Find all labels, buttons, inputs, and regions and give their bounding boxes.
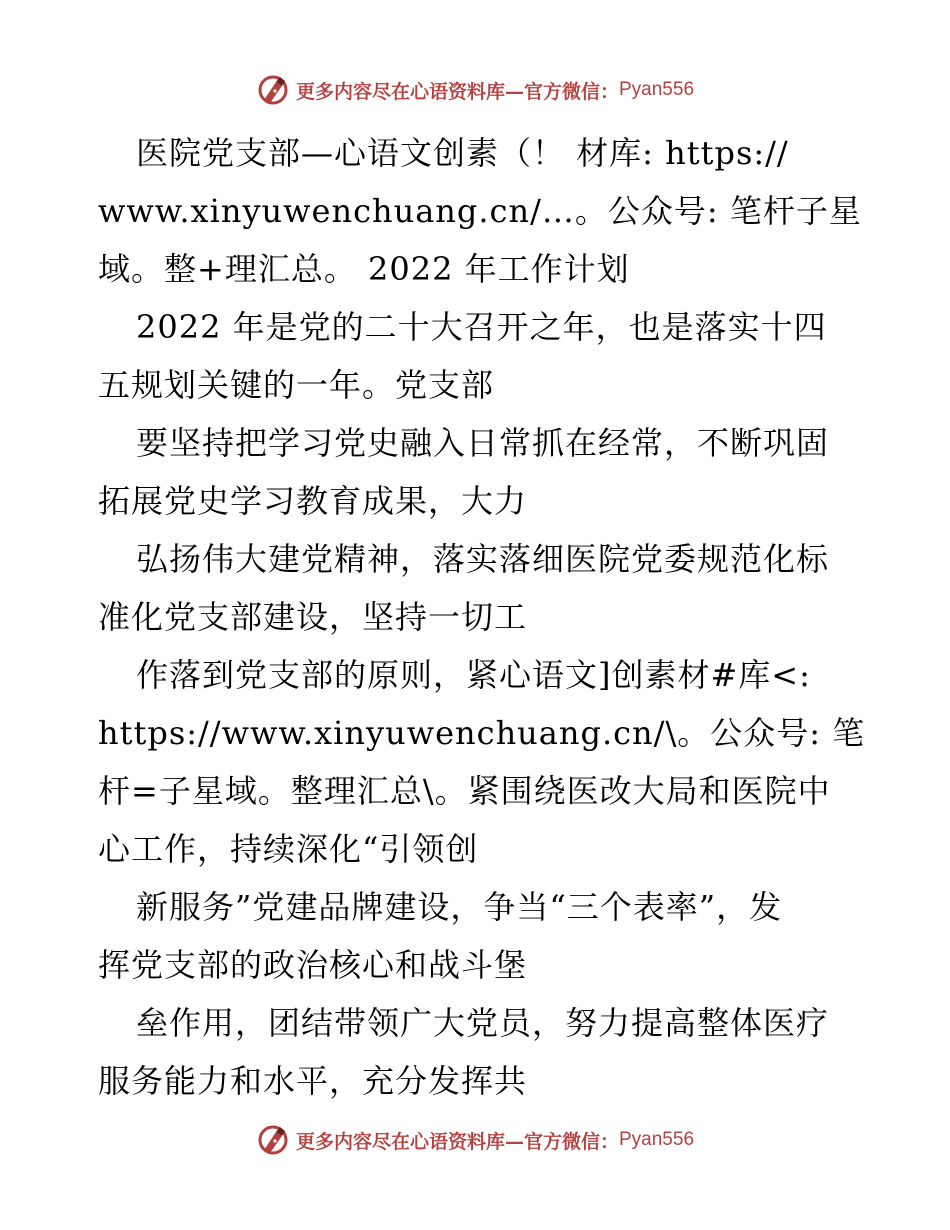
text-line: 拓展党史学习教育成果，大力 — [98, 482, 528, 520]
text-line: 杆=子星域。整理汇总\。紧围绕医改大局和医院中 — [98, 772, 831, 810]
footer-banner — [0, 1120, 950, 1160]
pen-nib-logo-icon — [256, 1123, 290, 1157]
header-banner — [0, 70, 950, 110]
text-line: 弘扬伟大建党精神，落实落细医院党委规范化标 — [136, 540, 830, 578]
text-line: 要坚持把学习党史融入日常抓在经常，不断巩固 — [136, 424, 830, 462]
text-line: 垒作用，团结带领广大党员，努力提高整体医疗 — [136, 1004, 830, 1042]
banner-wechat-id: Pyan556 — [619, 79, 695, 100]
pen-nib-logo-icon — [256, 73, 290, 107]
text-line: 五规划关键的一年。党支部 — [98, 366, 495, 404]
text-line: 服务能力和水平，充分发挥共 — [98, 1062, 528, 1100]
banner-text: 更多内容尽在心语资料库—官方微信： — [295, 80, 619, 103]
text-line: 新服务”党建品牌建设，争当“三个表率”，发 — [136, 888, 783, 926]
text-line: www.xinyuwenchuang.cn/…。公众号: 笔杆子星 — [98, 192, 862, 230]
text-line: 域。整+理汇总。 2022 年工作计划 — [98, 250, 630, 288]
text-line: https://www.xinyuwenchuang.cn/\。公众号: 笔 — [98, 714, 866, 752]
text-line: 心工作，持续深化“引领创 — [98, 830, 479, 868]
banner-text: 更多内容尽在心语资料库—官方微信： — [295, 1130, 619, 1153]
text-line: 作落到党支部的原则，紧心语文]创素材#库<: — [136, 656, 811, 694]
banner-wechat-id: Pyan556 — [619, 1129, 695, 1150]
text-line: 挥党支部的政治核心和战斗堡 — [98, 946, 528, 984]
text-line: 2022 年是党的二十大召开之年，也是落实十四 — [136, 308, 827, 346]
document-body — [98, 124, 866, 1110]
text-line: 准化党支部建设，坚持一切工 — [98, 598, 528, 636]
text-line: 医院党支部—心语文创素（！ 材库: https:// — [136, 134, 789, 172]
